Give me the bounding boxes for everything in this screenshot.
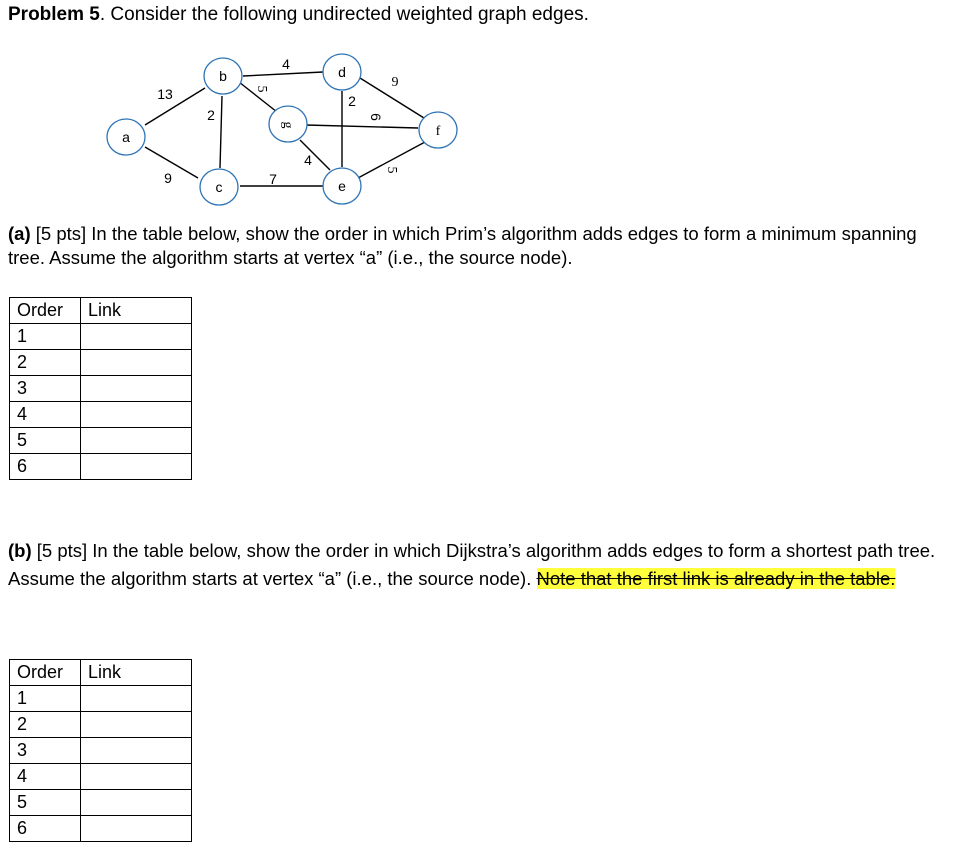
table-row — [10, 324, 192, 350]
edge-b-d — [243, 72, 323, 76]
link-cell[interactable] — [81, 428, 192, 454]
link-cell[interactable] — [81, 402, 192, 428]
order-cell: 3 — [10, 376, 81, 402]
edge-a-b — [145, 88, 205, 125]
part-b-text: [5 pts] In the table below, show the order in which Dijkstra’s algorithm adds edges to form a shortest path tree. Assume the algorithm starts at vertex “a” (i.e., the source node). — [8, 540, 936, 589]
order-cell: 1 — [10, 324, 81, 350]
order-cell: 5 — [10, 428, 81, 454]
link-cell[interactable] — [81, 712, 192, 738]
link-cell[interactable] — [81, 454, 192, 480]
link-cell[interactable] — [81, 764, 192, 790]
part-a-question — [8, 222, 958, 270]
link-cell[interactable] — [81, 324, 192, 350]
part-a-label: (a) — [8, 223, 31, 244]
node-g-label: g — [280, 121, 295, 129]
edge-g-f — [306, 125, 418, 128]
order-cell: 6 — [10, 816, 81, 842]
link-header: Link — [81, 660, 192, 686]
table-row — [10, 428, 192, 454]
order-cell: 3 — [10, 738, 81, 764]
weight-d-e: 2 — [348, 93, 356, 109]
link-cell[interactable] — [81, 738, 192, 764]
link-cell[interactable] — [81, 790, 192, 816]
prim-order-table — [9, 297, 192, 480]
order-cell: 6 — [10, 454, 81, 480]
part-a-text: [5 pts] In the table below, show the order in which Prim’s algorithm adds edges to form a minimum spanning tree. Assume the algorithm starts at vertex “a” (i.e., the source node). — [8, 223, 917, 268]
node-c-label: c — [215, 179, 223, 195]
table-row — [10, 790, 192, 816]
weight-g-f: 6 — [368, 113, 384, 121]
weight-b-d: 4 — [282, 56, 290, 72]
link-cell[interactable] — [81, 816, 192, 842]
order-cell: 1 — [10, 686, 81, 712]
order-cell: 2 — [10, 350, 81, 376]
part-b-question — [8, 537, 958, 593]
table-header-row — [10, 298, 192, 324]
part-b-label: (b) — [8, 540, 32, 561]
weight-d-f: 9 — [391, 75, 399, 90]
weight-b-c: 2 — [207, 107, 215, 123]
node-f-label: f — [435, 124, 441, 139]
link-cell[interactable] — [81, 376, 192, 402]
problem-intro: . Consider the following undirected weighted graph edges. — [99, 4, 589, 25]
problem-label: Problem 5 — [8, 4, 100, 25]
weight-a-b: 13 — [157, 86, 173, 102]
table-row — [10, 816, 192, 842]
link-cell[interactable] — [81, 686, 192, 712]
edge-b-c — [220, 96, 222, 168]
node-b-label: b — [219, 68, 227, 84]
order-cell: 4 — [10, 402, 81, 428]
weighted-graph-diagram — [0, 0, 966, 215]
link-cell[interactable] — [81, 350, 192, 376]
table-row — [10, 738, 192, 764]
order-header: Order — [10, 660, 81, 686]
order-cell: 2 — [10, 712, 81, 738]
weight-a-c: 9 — [164, 170, 172, 186]
table-row — [10, 712, 192, 738]
weight-e-f: 5 — [384, 166, 399, 174]
table-row — [10, 454, 192, 480]
node-a-label: a — [122, 129, 130, 145]
table-header-row — [10, 660, 192, 686]
node-e-label: e — [338, 178, 346, 194]
weight-b-g: 5 — [254, 85, 269, 93]
link-header: Link — [81, 298, 192, 324]
table-row — [10, 764, 192, 790]
table-row — [10, 402, 192, 428]
order-cell: 5 — [10, 790, 81, 816]
graph-nodes — [107, 54, 457, 205]
weight-g-e: 4 — [304, 152, 312, 168]
table-row — [10, 686, 192, 712]
order-cell: 4 — [10, 764, 81, 790]
dijkstra-order-table — [9, 659, 192, 842]
node-d-label: d — [338, 64, 346, 80]
weight-c-e: 7 — [269, 171, 277, 187]
struck-note: Note that the first link is already in the table. — [536, 568, 896, 589]
table-row — [10, 376, 192, 402]
order-header: Order — [10, 298, 81, 324]
table-row — [10, 350, 192, 376]
